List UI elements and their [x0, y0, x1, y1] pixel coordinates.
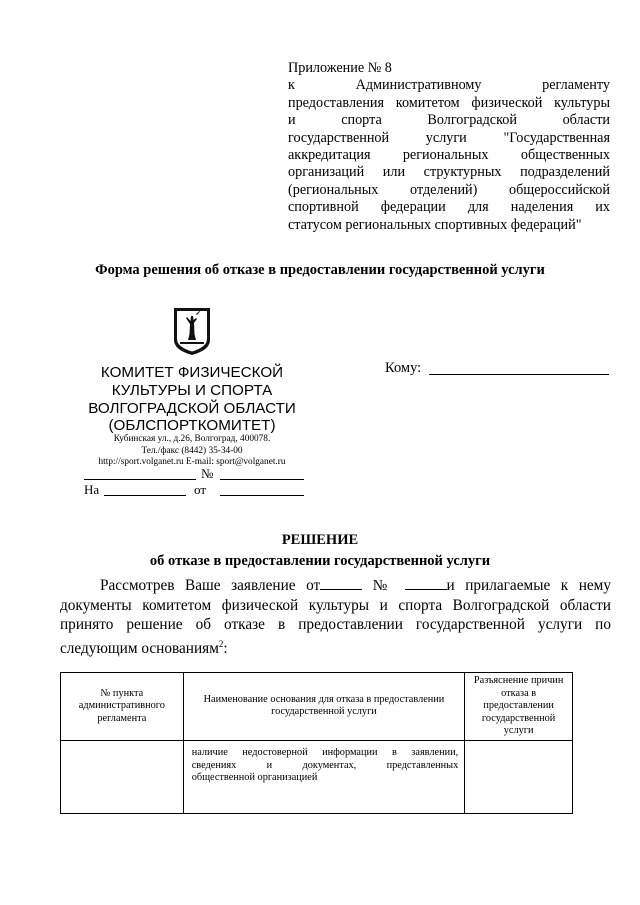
reference-number-blank [104, 495, 186, 496]
table-row [61, 740, 573, 813]
outgoing-number-blank [220, 479, 304, 480]
appendix-line: к Административному регламенту [288, 77, 610, 94]
paragraph-text: Рассмотрев Ваше заявление от [100, 577, 321, 594]
table-cell-clause [61, 740, 184, 813]
committee-name-line: (ОБЛСПОРТКОМИТЕТ) [108, 417, 276, 435]
committee-phone: Тел./факс (8442) 35-34-00 [141, 445, 243, 456]
committee-name-line: КУЛЬТУРЫ И СПОРТА [111, 381, 273, 399]
paragraph-text: : [223, 639, 228, 657]
paragraph-line: принято решение об отказе в предоставлении государственной услуги по [60, 616, 611, 634]
appendix-line: (региональных отделений) общероссийской [288, 181, 610, 198]
reference-date-blank [220, 495, 304, 496]
table-header-cell: № пункта административного регламента [61, 673, 184, 741]
table-cell-ground [183, 740, 465, 813]
decision-title: РЕШЕНИЕ [281, 532, 359, 548]
from-label: от [194, 482, 207, 497]
committee-contacts [72, 434, 312, 469]
appendix-line: Приложение № 8 [288, 60, 392, 76]
appendix-header [288, 60, 610, 234]
paragraph-line [60, 576, 611, 596]
paragraph-text: следующим основаниям [60, 639, 219, 657]
committee-name-line: ВОЛГОГРАДСКОЙ ОБЛАСТИ [88, 399, 296, 417]
paragraph-line: документы комитетом физической культуры и спорта Волгоградской области [60, 596, 611, 614]
number-sign-label: № [201, 466, 214, 481]
volgograd-emblem-icon [172, 306, 212, 356]
outgoing-date-blank [84, 479, 196, 480]
decision-paragraph [60, 576, 612, 657]
form-title: Форма решения об отказе в предоставлении государственной услуги [95, 262, 545, 278]
paragraph-text: и прилагаемые к нему [446, 577, 612, 594]
recipient-label: Кому: [385, 360, 422, 376]
committee-web-email: http://sport.volganet.ru E-mail: sport@volganet.ru [98, 457, 286, 467]
appendix-line: аккредитация региональных общественных [288, 146, 610, 163]
appendix-line: спортивной федерации для наделения их [288, 199, 610, 216]
number-sign: № [372, 577, 395, 594]
table-cell-explanation [465, 740, 573, 813]
recipient-blank [429, 374, 609, 375]
table-header-cell: Наименование основания для отказа в предоставлении государственной услуги [183, 673, 465, 741]
appendix-line: и спорта Волгоградской области [288, 112, 610, 129]
footnote-mark: 2 [218, 638, 224, 649]
committee-name [72, 364, 312, 435]
appendix-line: статусом региональных спортивных федераций" [288, 216, 582, 233]
application-number-blank [405, 576, 447, 590]
on-label: На [84, 482, 100, 497]
table-header-row [61, 673, 573, 741]
paragraph-line [60, 635, 611, 655]
refusal-grounds-table [60, 672, 573, 814]
ground-line: наличие недостоверной информации в заявлении, [191, 746, 459, 758]
ground-line: сведениях и документах, представленных [191, 759, 459, 771]
application-date-blank [320, 576, 362, 590]
ground-line: общественной организацией [191, 772, 318, 784]
committee-name-line: КОМИТЕТ ФИЗИЧЕСКОЙ [100, 364, 284, 381]
appendix-line: организаций или структурных подразделений [288, 164, 610, 181]
table-header-cell: Разъяснение причин отказа в предоставлении государственной услуги [465, 673, 573, 741]
decision-subtitle: об отказе в предоставлении государственной услуги [149, 553, 491, 569]
appendix-line: государственной услуги "Государственная [288, 129, 610, 146]
outgoing-number-row [84, 466, 304, 482]
reference-row [84, 482, 304, 498]
committee-address: Кубинская ул., д.26, Волгоград, 400078. [113, 434, 271, 444]
appendix-line: предоставления комитетом физической культуры [288, 94, 610, 111]
